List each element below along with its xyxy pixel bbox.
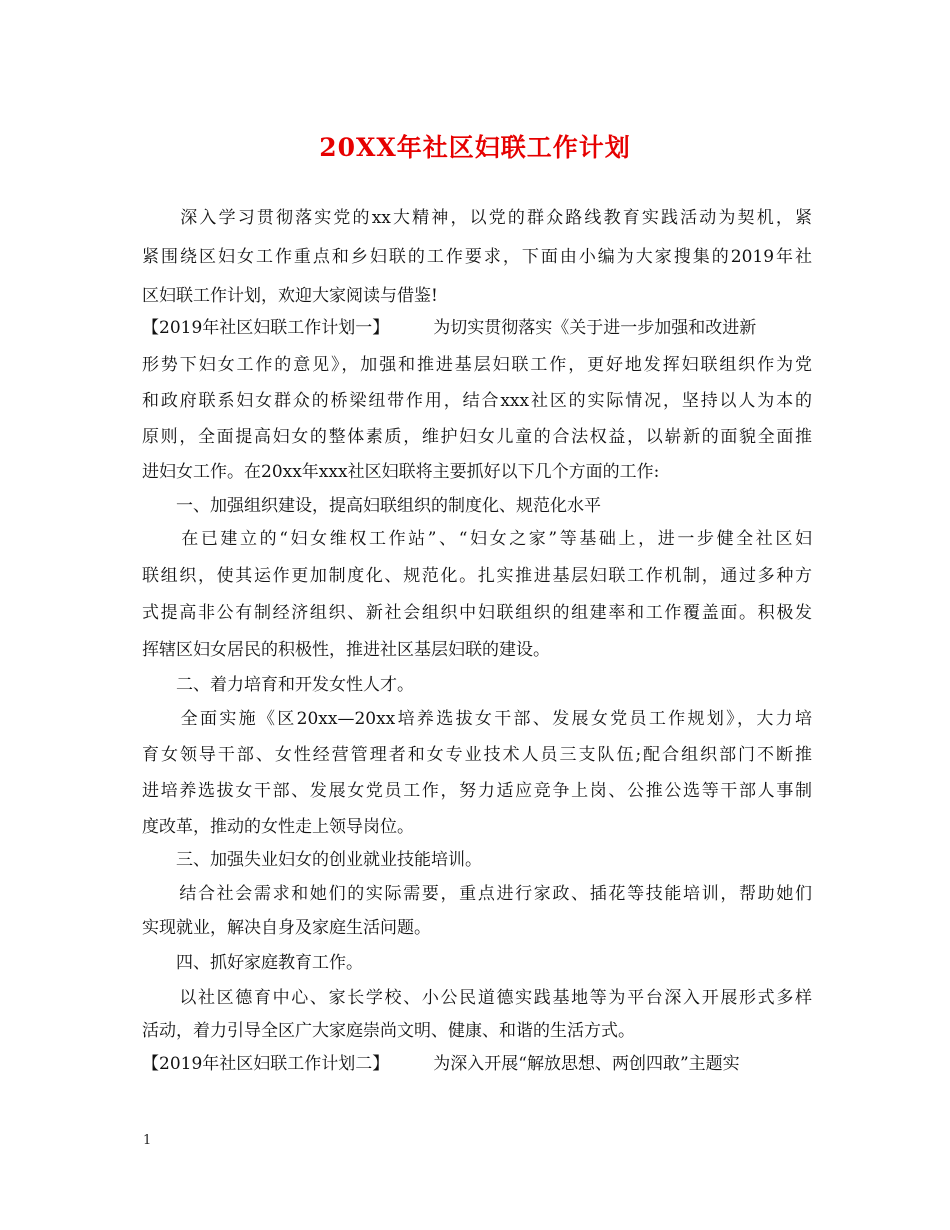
paragraph-line: 形势下妇女工作的意见》，加强和推进基层妇联工作，更好地发挥妇联组织作为党	[142, 355, 812, 375]
section-heading: 【2019年社区妇联工作计划二】	[142, 1054, 390, 1074]
paragraph-text: 为切实贯彻落实《关于进一步加强和改进新	[433, 318, 757, 338]
paragraph-text: 为深入开展“解放思想、两创四敢”主题实	[433, 1054, 740, 1074]
document-title: 20XX年社区妇联工作计划	[319, 133, 631, 162]
subheading-line: 三、加强失业妇女的创业就业技能培训。	[142, 850, 482, 870]
paragraph-line: 活动，着力引导全区广大家庭崇尚文明、健康、和谐的生活方式。	[142, 1021, 635, 1041]
paragraph-line: 在已建立的“妇女维权工作站”、“妇女之家”等基础上，进一步健全社区妇	[142, 529, 812, 549]
paragraph-line: 实现就业，解决自身及家庭生活问题。	[142, 918, 431, 938]
page-number: 1	[143, 1133, 152, 1148]
paragraph-line: 进培养选拔女干部、发展女党员工作，努力适应竞争上岗、公推公选等干部人事制	[142, 781, 812, 801]
subheading-line: 一、加强组织建设，提高妇联组织的制度化、规范化水平	[142, 496, 601, 516]
section-heading: 【2019年社区妇联工作计划一】	[142, 318, 390, 338]
paragraph-line: 和政府联系妇女群众的桥梁纽带作用，结合xxx社区的实际情况，坚持以人为本的	[142, 391, 812, 411]
paragraph-line: 区妇联工作计划，欢迎大家阅读与借鉴!	[142, 286, 438, 306]
section-heading-line	[142, 1054, 812, 1074]
paragraph-line: 结合社会需求和她们的实际需要，重点进行家政、插花等技能培训，帮助她们	[142, 884, 812, 904]
section-heading-line	[142, 318, 812, 338]
paragraph-line: 育女领导干部、女性经营管理者和女专业技术人员三支队伍;配合组织部门不断推	[142, 745, 812, 765]
paragraph-line: 挥辖区妇女居民的积极性，推进社区基层妇联的建设。	[142, 640, 550, 660]
paragraph-line: 原则，全面提高妇女的整体素质，维护妇女儿童的合法权益，以崭新的面貌全面推	[142, 427, 812, 447]
subheading-line: 四、抓好家庭教育工作。	[142, 953, 363, 973]
paragraph-line: 深入学习贯彻落实党的xx大精神，以党的群众路线教育实践活动为契机，紧	[142, 208, 812, 228]
paragraph-line: 全面实施《区20xx—20xx培养选拔女干部、发展女党员工作规划》，大力培	[142, 709, 812, 729]
paragraph-line: 紧围绕区妇女工作重点和乡妇联的工作要求，下面由小编为大家搜集的2019年社	[142, 247, 812, 267]
paragraph-line: 以社区德育中心、家长学校、小公民道德实践基地等为平台深入开展形式多样	[142, 988, 812, 1008]
subheading-line: 二、着力培育和开发女性人才。	[142, 675, 414, 695]
paragraph-line: 度改革，推动的女性走上领导岗位。	[142, 817, 414, 837]
paragraph-line: 进妇女工作。在20xx年xxx社区妇联将主要抓好以下几个方面的工作:	[142, 462, 660, 482]
paragraph-line: 式提高非公有制经济组织、新社会组织中妇联组织的组建率和工作覆盖面。积极发	[142, 603, 812, 623]
paragraph-line: 联组织，使其运作更加制度化、规范化。扎实推进基层妇联工作机制，通过多种方	[142, 566, 812, 586]
